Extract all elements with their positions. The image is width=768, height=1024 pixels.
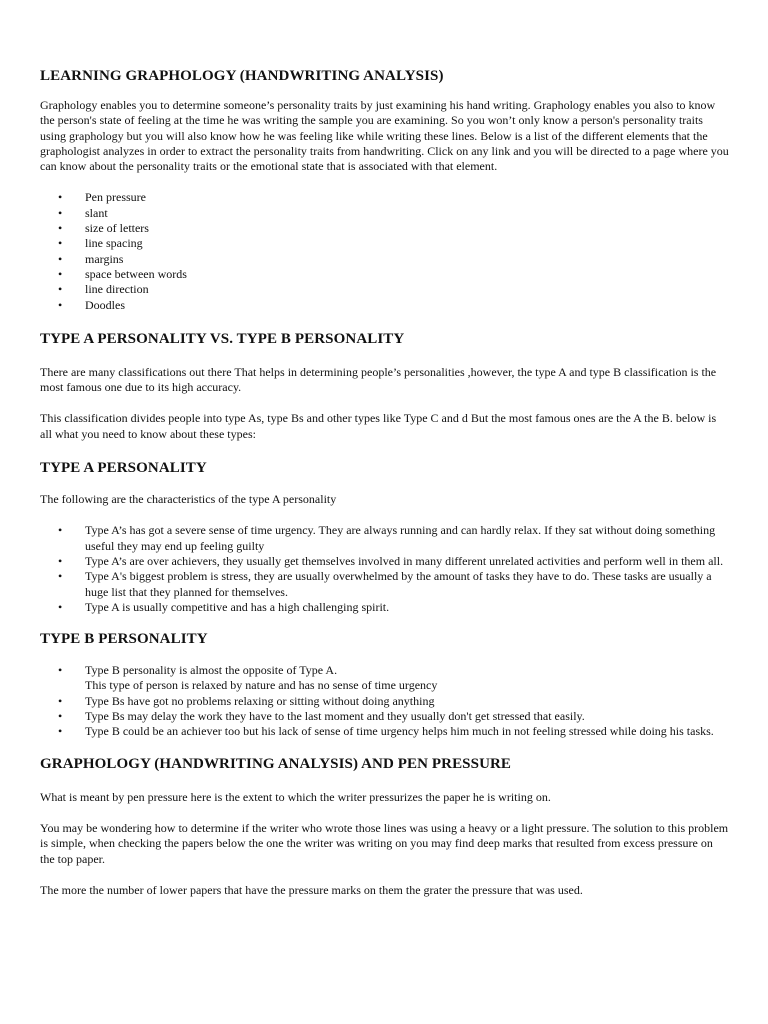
list-item-line: • Type B personality is almost the opposite of Type A.	[85, 663, 338, 678]
list-item: • Type Bs may delay the work they have to the last moment and they usually don't get stressed that easily.	[40, 709, 730, 724]
list-item: • Type A is usually competitive and has a high challenging spirit.	[40, 600, 730, 615]
heading-type-b: TYPE B PERSONALITY	[40, 631, 208, 648]
list-item-slant: • slant	[40, 206, 730, 221]
list-item-size-of-letters: • size of letters	[40, 221, 730, 236]
type-ab-paragraph-2: This classification divides people into type As, type Bs and other types like Type C and d But the most famous ones are the A the B. below is all what you need to know about these types:	[40, 411, 717, 441]
list-item: • Type A’s are over achievers, they usually get themselves involved in many different unrelated activities and perform well in them all.	[40, 554, 730, 569]
list-item: • Type A’s has got a severe sense of time urgency. They are always running and can hardly relax. If they sat without doing something useful they may end up feeling guilty	[40, 523, 730, 554]
pen-pressure-paragraph-3: The more the number of lower papers that have the pressure marks on them the grater the pressure that was used.	[40, 882, 583, 897]
type-ab-paragraph-1: There are many classifications out there That helps in determining people’s personalities ,however, the type A and type B classification is the most famous one due to its high accuracy.	[40, 364, 717, 395]
list-item: • Type A's biggest problem is stress, they are usually overwhelmed by the amount of tasks they have to do. These tasks are usually a huge list that they planned for themselves.	[40, 569, 730, 600]
type-b-characteristics-list	[40, 663, 730, 739]
list-item-margins: • margins	[40, 252, 730, 267]
list-item	[40, 663, 730, 694]
list-item-space-between-words: • space between words	[40, 267, 730, 282]
pen-pressure-paragraph-2: You may be wondering how to determine if the writer who wrote those lines was using a heavy or a light pressure. The solution to this problem is simple, when checking the papers below the one the writer was writing on you may find deep marks that resulted from excess pressure on the top paper.	[40, 820, 729, 866]
heading-type-a-vs-type-b: TYPE A PERSONALITY VS. TYPE B PERSONALITY	[40, 330, 405, 347]
list-item-doodles: • Doodles	[40, 298, 730, 313]
list-item-line-direction: • line direction	[40, 282, 730, 297]
heading-learning-graphology: LEARNING GRAPHOLOGY (HANDWRITING ANALYSIS)	[40, 68, 444, 84]
list-item: • Type Bs have got no problems relaxing or sitting without doing anything	[40, 694, 730, 709]
list-item-line-spacing: • line spacing	[40, 236, 730, 251]
heading-pen-pressure: GRAPHOLOGY (HANDWRITING ANALYSIS) AND PEN PRESSURE	[40, 755, 512, 772]
list-item-pen-pressure: • Pen pressure	[40, 190, 730, 205]
graphology-elements-list	[40, 190, 730, 312]
type-a-characteristics-list	[40, 523, 730, 615]
type-a-intro: The following are the characteristics of the type A personality	[40, 492, 337, 507]
pen-pressure-paragraph-1: What is meant by pen pressure here is the extent to which the writer pressurizes the paper he is writing on.	[40, 789, 551, 804]
list-item-line: This type of person is relaxed by nature and has no sense of time urgency	[85, 678, 438, 693]
list-item: • Type B could be an achiever too but his lack of sense of time urgency helps him much in not feeling stressed while doing his tasks.	[40, 724, 730, 739]
graphology-intro-paragraph: Graphology enables you to determine someone’s personality traits by just examining his hand writing. Graphology enables you also to know the person's state of feeling at the time he was writing the sample you are examining. So you won’t only know a person's personality traits using graphology but you will also know how he was feeling like while writing these lines. Below is a list of the different elements that the graphologist analyzes in order to extract the personality traits from handwriting. Click on any link and you will be directed to a page where you can know about the personality traits or the emotional state that is associated with that element.	[40, 98, 729, 174]
heading-type-a: TYPE A PERSONALITY	[40, 460, 207, 477]
